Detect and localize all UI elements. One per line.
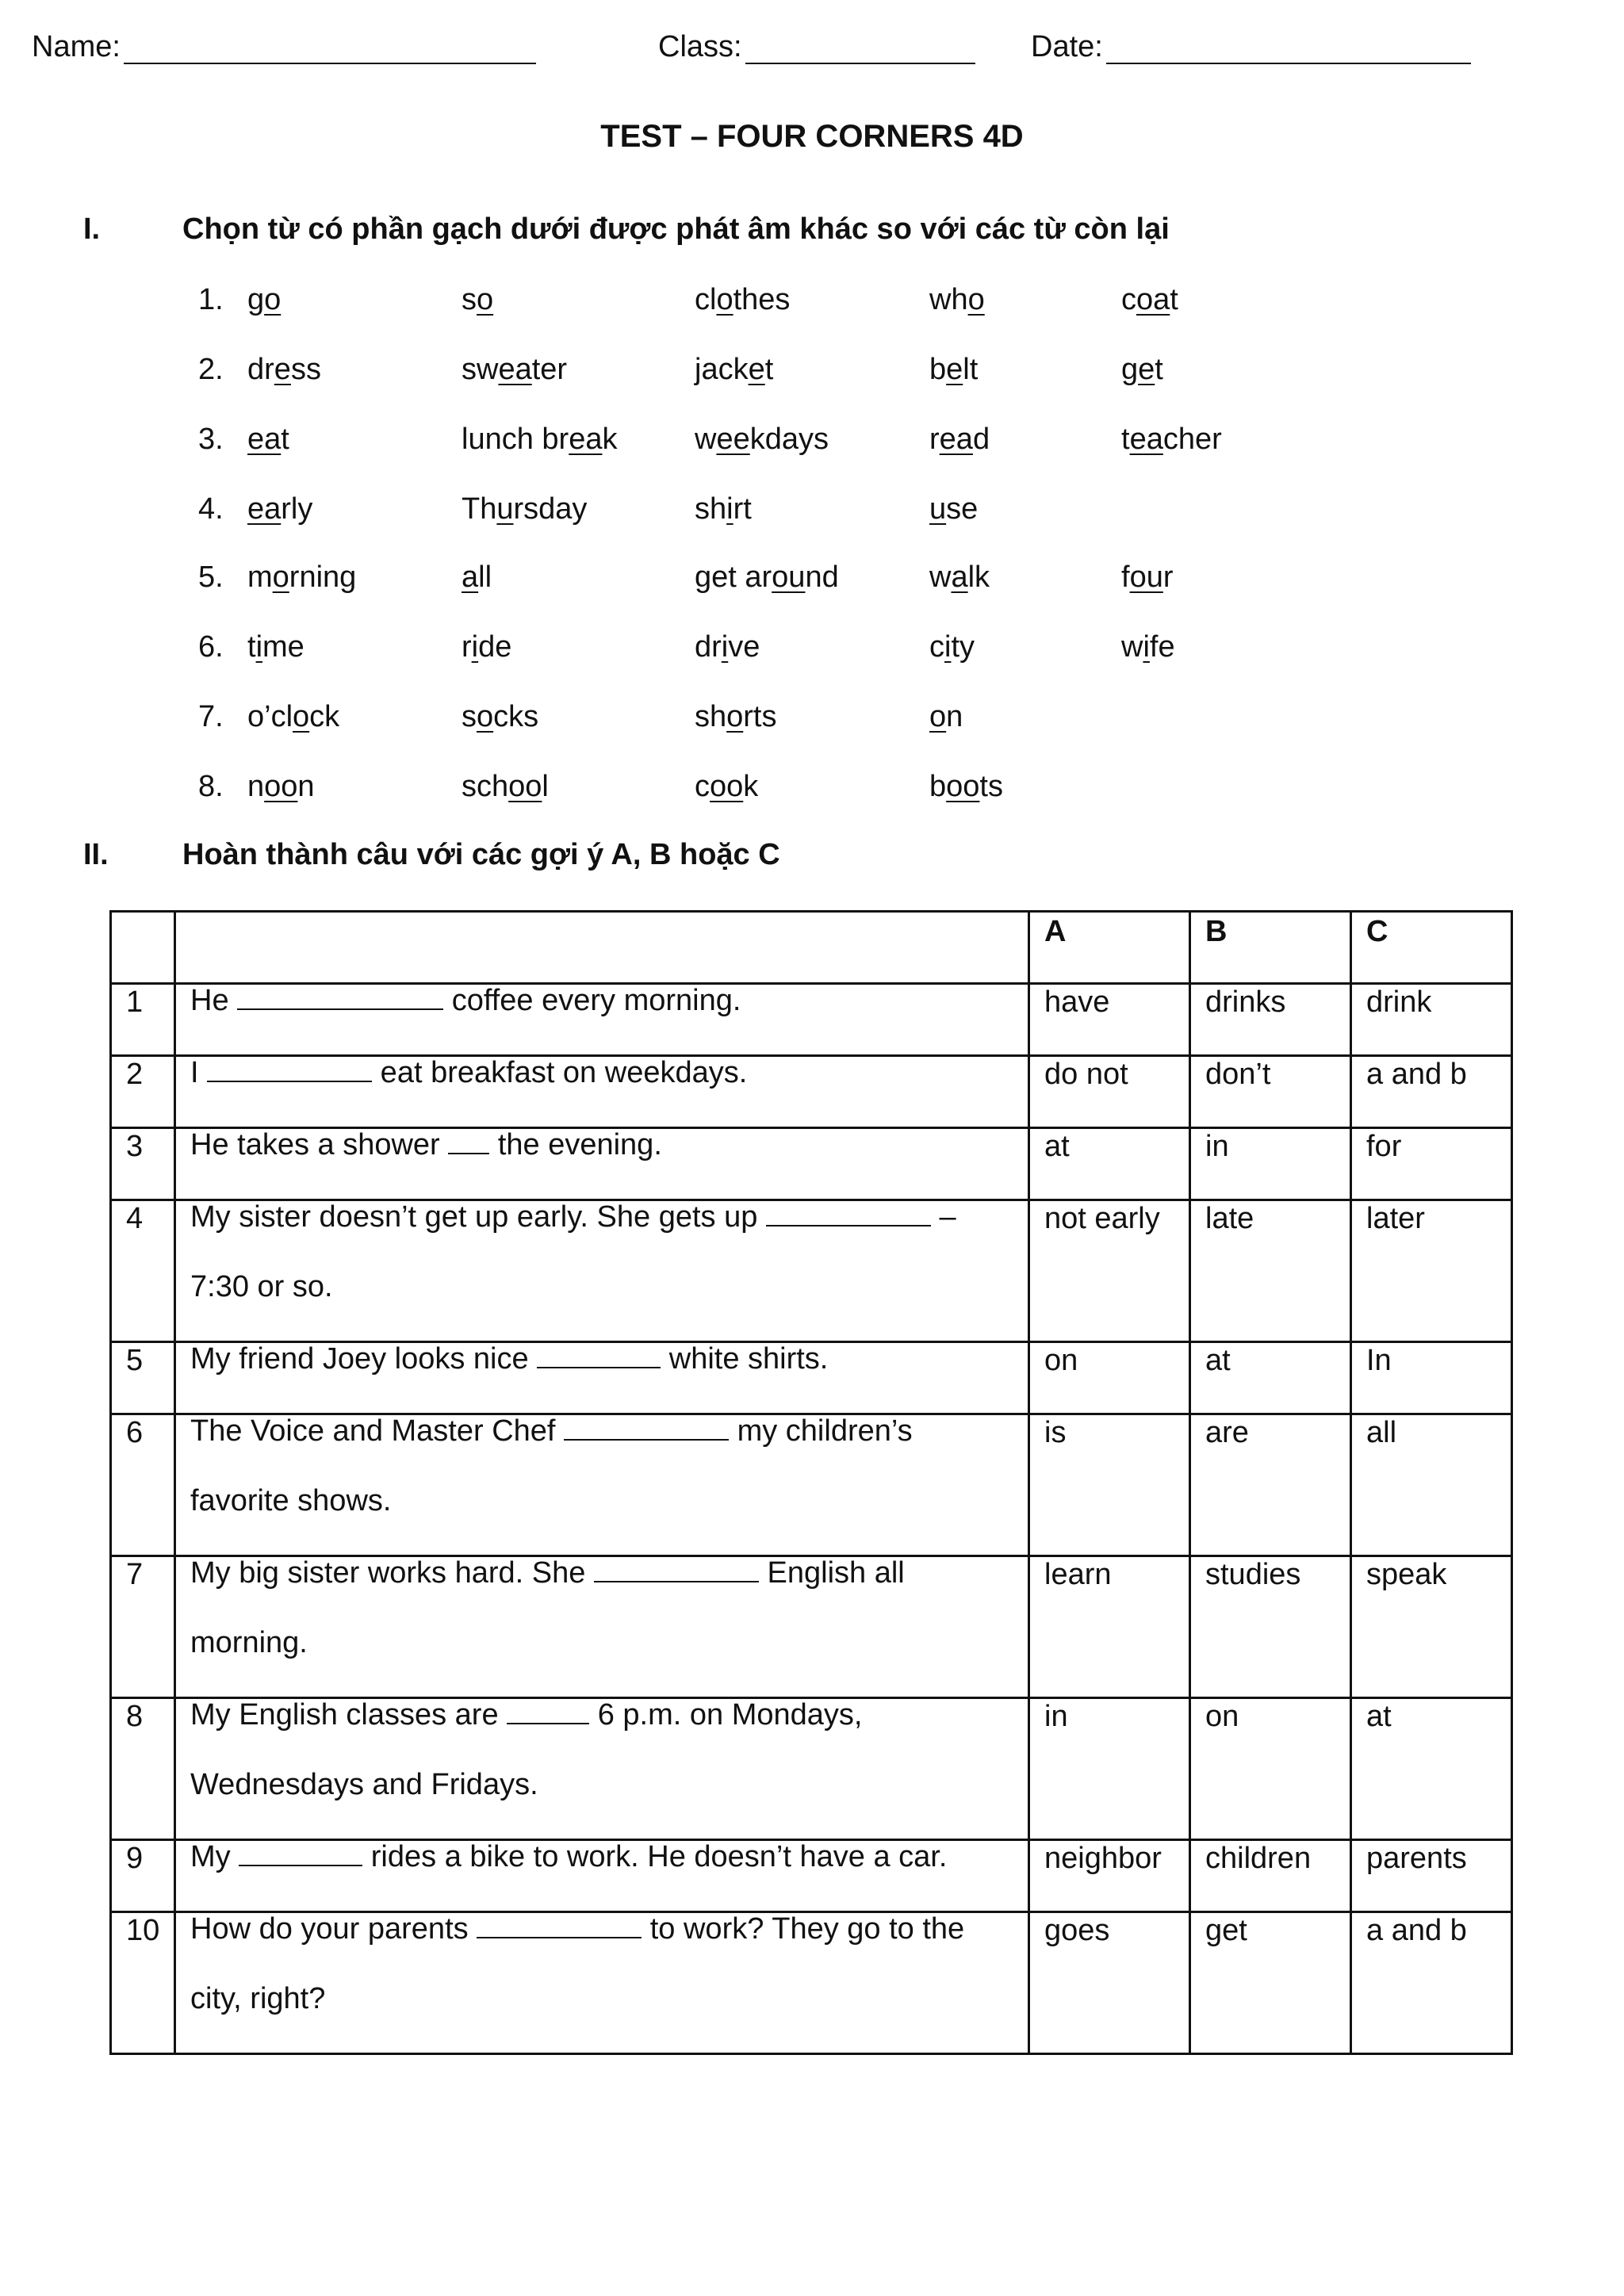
underlined-sound: oa xyxy=(1136,283,1170,316)
underlined-sound: a xyxy=(951,561,968,594)
item-number: 2. xyxy=(198,353,224,386)
pronunciation-item xyxy=(0,630,1624,670)
name-field xyxy=(32,30,536,64)
answer-option-c: for xyxy=(1351,1128,1512,1200)
item-number: 4. xyxy=(198,492,224,526)
underlined-sound: o xyxy=(477,700,494,733)
answer-option-a: have xyxy=(1029,984,1190,1056)
answer-option-b: don’t xyxy=(1190,1056,1351,1128)
question-number: 5 xyxy=(111,1342,175,1414)
name-label: Name: xyxy=(32,30,121,63)
question-text: I eat breakfast on weekdays. xyxy=(175,1056,1029,1128)
word-option: time xyxy=(247,630,304,664)
word-option: school xyxy=(462,770,549,803)
answer-option-c: a and b xyxy=(1351,1056,1512,1128)
answer-option-a: neighbor xyxy=(1029,1840,1190,1912)
answer-option-c: speak xyxy=(1351,1556,1512,1698)
underlined-sound: o xyxy=(272,561,289,594)
answer-option-a: on xyxy=(1029,1342,1190,1414)
question-number: 6 xyxy=(111,1414,175,1556)
question-text: My sister doesn’t get up early. She gets up – 7:30 or so. xyxy=(175,1200,1029,1342)
word-option: lunch break xyxy=(462,423,618,456)
word-option: drive xyxy=(695,630,760,664)
word-option: belt xyxy=(929,353,979,386)
word-option: four xyxy=(1121,561,1174,594)
answer-option-b: are xyxy=(1190,1414,1351,1556)
date-blank[interactable] xyxy=(1106,31,1471,64)
word-option: morning xyxy=(247,561,357,594)
word-option: get around xyxy=(695,561,839,594)
underlined-sound: ee xyxy=(716,423,750,456)
question-text: The Voice and Master Chef my children’s favorite shows. xyxy=(175,1414,1029,1556)
section-1-number: I. xyxy=(83,212,101,246)
answer-option-b: get xyxy=(1190,1912,1351,2054)
item-number: 5. xyxy=(198,561,224,594)
underlined-sound: i xyxy=(1143,630,1150,664)
column-header: C xyxy=(1351,912,1512,984)
underlined-sound: o xyxy=(967,283,985,316)
answer-option-c: all xyxy=(1351,1414,1512,1556)
word-option: walk xyxy=(929,561,990,594)
table-row xyxy=(111,1414,1512,1556)
word-option: sweater xyxy=(462,353,568,386)
underlined-sound: i xyxy=(944,630,952,664)
word-option: all xyxy=(462,561,492,594)
underlined-sound: ou xyxy=(1129,561,1163,594)
date-field xyxy=(1031,30,1471,64)
column-header xyxy=(111,912,175,984)
question-text: My friend Joey looks nice white shirts. xyxy=(175,1342,1029,1414)
underlined-sound: e xyxy=(946,353,963,386)
answer-blank[interactable] xyxy=(207,1054,372,1082)
item-number: 7. xyxy=(198,700,224,733)
word-option: jacket xyxy=(695,353,774,386)
question-text: My rides a bike to work. He doesn’t have a car. xyxy=(175,1840,1029,1912)
underlined-sound: oo xyxy=(946,770,980,803)
word-option: early xyxy=(247,492,313,526)
word-option: eat xyxy=(247,423,289,456)
word-option: cook xyxy=(695,770,759,803)
table-row xyxy=(111,1698,1512,1840)
answer-option-a: learn xyxy=(1029,1556,1190,1698)
underlined-sound: oo xyxy=(264,770,298,803)
question-text: My English classes are 6 p.m. on Mondays, Wednesdays and Fridays. xyxy=(175,1698,1029,1840)
answer-option-a: is xyxy=(1029,1414,1190,1556)
answer-option-a: goes xyxy=(1029,1912,1190,2054)
word-option: ride xyxy=(462,630,512,664)
underlined-sound: ea xyxy=(247,423,282,456)
date-label: Date: xyxy=(1031,30,1103,63)
question-text: How do your parents to work? They go to the city, right? xyxy=(175,1912,1029,2054)
answer-option-c: at xyxy=(1351,1698,1512,1840)
pronunciation-item xyxy=(0,561,1624,600)
pronunciation-item xyxy=(0,283,1624,323)
underlined-sound: u xyxy=(496,492,514,526)
page-title: TEST – FOUR CORNERS 4D xyxy=(600,119,1024,154)
question-number: 2 xyxy=(111,1056,175,1128)
word-option: who xyxy=(929,283,985,316)
item-number: 8. xyxy=(198,770,224,803)
item-number: 6. xyxy=(198,630,224,664)
answer-blank[interactable] xyxy=(477,1910,642,1938)
underlined-sound: e xyxy=(274,353,291,386)
underlined-sound: o xyxy=(477,283,494,316)
word-option: socks xyxy=(462,700,539,733)
underlined-sound: oo xyxy=(710,770,744,803)
table-row xyxy=(111,1912,1512,2054)
table-row xyxy=(111,1556,1512,1698)
question-table xyxy=(109,910,1513,2055)
question-number: 4 xyxy=(111,1200,175,1342)
name-blank[interactable] xyxy=(124,31,536,64)
word-option: boots xyxy=(929,770,1003,803)
underlined-sound: o xyxy=(716,283,733,316)
word-option: wife xyxy=(1121,630,1175,664)
answer-option-c: parents xyxy=(1351,1840,1512,1912)
answer-option-b: in xyxy=(1190,1128,1351,1200)
word-option: dress xyxy=(247,353,321,386)
underlined-sound: ou xyxy=(772,561,806,594)
pronunciation-item xyxy=(0,492,1624,532)
underlined-sound: i xyxy=(721,630,729,664)
question-number: 1 xyxy=(111,984,175,1056)
word-option: noon xyxy=(247,770,315,803)
underlined-sound: e xyxy=(748,353,765,386)
class-field xyxy=(658,30,975,64)
column-header: B xyxy=(1190,912,1351,984)
answer-option-b: on xyxy=(1190,1698,1351,1840)
answer-option-b: late xyxy=(1190,1200,1351,1342)
pronunciation-item xyxy=(0,700,1624,740)
word-option: Thursday xyxy=(462,492,588,526)
word-option: go xyxy=(247,283,282,316)
question-text: My big sister works hard. She English all morning. xyxy=(175,1556,1029,1698)
word-option: coat xyxy=(1121,283,1178,316)
class-label: Class: xyxy=(658,30,742,63)
pronunciation-item xyxy=(0,353,1624,392)
question-number: 9 xyxy=(111,1840,175,1912)
underlined-sound: o xyxy=(264,283,282,316)
answer-option-a: do not xyxy=(1029,1056,1190,1128)
word-option: on xyxy=(929,700,963,733)
answer-option-c: drink xyxy=(1351,984,1512,1056)
word-option: teacher xyxy=(1121,423,1222,456)
pronunciation-item xyxy=(0,770,1624,809)
answer-blank[interactable] xyxy=(537,1340,661,1368)
underlined-sound: o xyxy=(929,700,947,733)
word-option: o’clock xyxy=(247,700,340,733)
item-number: 1. xyxy=(198,283,224,316)
question-number: 8 xyxy=(111,1698,175,1840)
underlined-sound: u xyxy=(929,492,947,526)
section-2-number: II. xyxy=(83,838,109,871)
answer-blank[interactable] xyxy=(507,1696,589,1724)
answer-option-c: In xyxy=(1351,1342,1512,1414)
word-option: city xyxy=(929,630,975,664)
answer-blank[interactable] xyxy=(766,1198,931,1226)
pronunciation-item xyxy=(0,423,1624,462)
underlined-sound: i xyxy=(471,630,479,664)
answer-blank[interactable] xyxy=(564,1412,729,1441)
underlined-sound: ea xyxy=(569,423,603,456)
answer-option-b: drinks xyxy=(1190,984,1351,1056)
class-blank[interactable] xyxy=(745,31,975,64)
answer-option-a: at xyxy=(1029,1128,1190,1200)
underlined-sound: a xyxy=(462,561,479,594)
answer-option-a: not early xyxy=(1029,1200,1190,1342)
question-number: 3 xyxy=(111,1128,175,1200)
underlined-sound: ea xyxy=(498,353,532,386)
table-row xyxy=(111,1200,1512,1342)
underlined-sound: i xyxy=(255,630,263,664)
answer-blank[interactable] xyxy=(594,1554,759,1582)
underlined-sound: ea xyxy=(939,423,973,456)
answer-option-c: a and b xyxy=(1351,1912,1512,2054)
question-number: 10 xyxy=(111,1912,175,2054)
underlined-sound: ea xyxy=(1129,423,1163,456)
underlined-sound: o xyxy=(726,700,744,733)
word-option: shorts xyxy=(695,700,777,733)
question-text: He coffee every morning. xyxy=(175,984,1029,1056)
section-1-title: Chọn từ có phần gạch dưới được phát âm khác so với các từ còn lại xyxy=(182,212,1170,246)
word-option: use xyxy=(929,492,979,526)
question-text: He takes a shower the evening. xyxy=(175,1128,1029,1200)
word-option: weekdays xyxy=(695,423,829,456)
word-option: clothes xyxy=(695,283,791,316)
underlined-sound: e xyxy=(1138,353,1155,386)
answer-option-c: later xyxy=(1351,1200,1512,1342)
answer-option-b: studies xyxy=(1190,1556,1351,1698)
question-number: 7 xyxy=(111,1556,175,1698)
answer-option-b: children xyxy=(1190,1840,1351,1912)
answer-blank[interactable] xyxy=(448,1126,489,1154)
word-option: shirt xyxy=(695,492,752,526)
answer-blank[interactable] xyxy=(239,1838,362,1866)
answer-blank[interactable] xyxy=(237,982,443,1010)
underlined-sound: oo xyxy=(508,770,542,803)
column-header: A xyxy=(1029,912,1190,984)
underlined-sound: i xyxy=(726,492,733,526)
section-2-title: Hoàn thành câu với các gợi ý A, B hoặc C xyxy=(182,838,780,871)
answer-option-a: in xyxy=(1029,1698,1190,1840)
word-option: so xyxy=(462,283,494,316)
underlined-sound: o xyxy=(293,700,310,733)
answer-option-b: at xyxy=(1190,1342,1351,1414)
item-number: 3. xyxy=(198,423,224,456)
underlined-sound: ea xyxy=(247,492,282,526)
word-option: read xyxy=(929,423,990,456)
word-option: get xyxy=(1121,353,1163,386)
